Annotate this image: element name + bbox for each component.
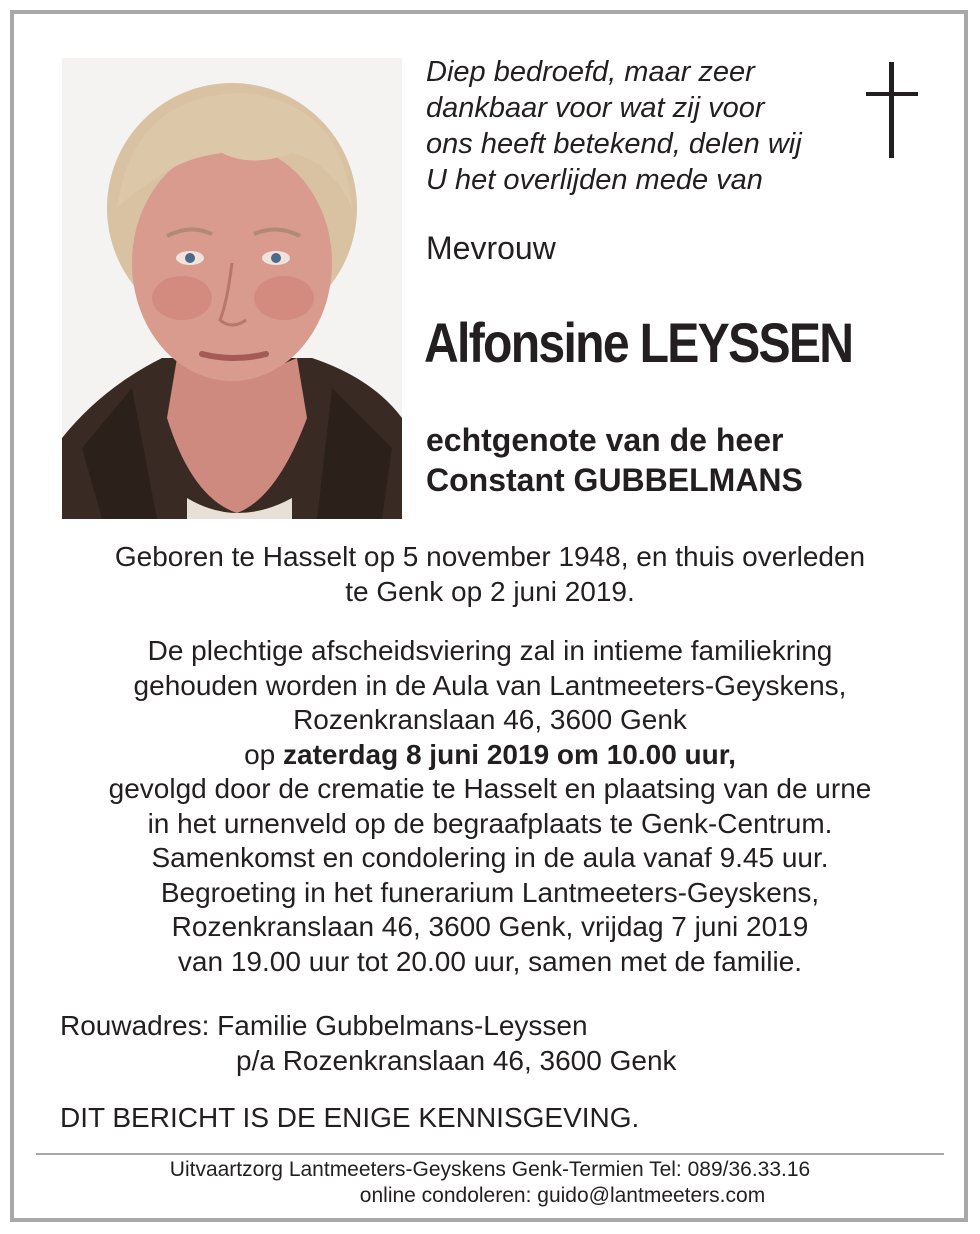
spouse-info [426, 420, 803, 500]
rouwadres-line: Rouwadres: Familie Gubbelmans-Leyssen [60, 1010, 588, 1041]
service-date-prefix: op [244, 738, 284, 770]
service-date: zaterdag 8 juni 2019 om 10.00 uur, [283, 738, 736, 770]
service-line: in het urnenveld op de begraafplaats te Genk-Centrum. [147, 807, 833, 839]
portrait-photo-icon [62, 58, 402, 519]
rouwadres-line: p/a Rozenkranslaan 46, 3600 Genk [236, 1045, 677, 1076]
intro-line: U het overlijden mede van [426, 164, 763, 196]
service-line: Rozenkranslaan 46, 3600 Genk, vrijdag 7 juni 2019 [171, 911, 809, 942]
spouse-line: echtgenote van de heer [426, 422, 784, 458]
intro-line: ons heeft betekend, delen wij [426, 128, 802, 160]
service-line: gehouden worden in de Aula van Lantmeeters-Geyskens, [133, 669, 847, 701]
service-line: De plechtige afscheidsviering zal in intieme familiekring [147, 635, 833, 666]
service-line: gevolgd door de crematie te Hasselt en plaatsing van de urne [108, 773, 872, 804]
portrait-photo [62, 58, 402, 519]
honorific-title: Mevrouw [426, 230, 556, 266]
birth-death-text [40, 540, 940, 609]
intro-line: Diep bedroefd, maar zeer [426, 56, 755, 88]
intro-text [426, 54, 856, 198]
service-line: Begroeting in het funerarium Lantmeeters-Geyskens, [160, 876, 820, 908]
spouse-line: Constant GUBBELMANS [426, 462, 803, 498]
service-details [40, 634, 940, 979]
service-date-line [40, 738, 940, 773]
footer-divider [36, 1153, 944, 1155]
intro-line: dankbaar voor wat zij voor [426, 92, 765, 124]
birth-line: Geboren te Hasselt op 5 november 1948, en thuis overleden [114, 541, 866, 572]
mourning-address [60, 1008, 677, 1078]
service-line: Rozenkranslaan 46, 3600 Genk [293, 704, 687, 735]
service-line: van 19.00 uur tot 20.00 uur, samen met de familie. [177, 945, 803, 977]
cross-icon [862, 62, 922, 160]
deceased-name: Alfonsine LEYSSEN [424, 311, 853, 374]
funeral-home-footer [40, 1157, 940, 1209]
footer-line: Uitvaartzorg Lantmeeters-Geyskens Genk-Termien Tel: 089/36.33.16 [169, 1158, 811, 1181]
birth-line: te Genk op 2 juni 2019. [345, 575, 635, 607]
service-line: Samenkomst en condolering in de aula vanaf 9.45 uur. [151, 842, 829, 873]
sole-notice: DIT BERICHT IS DE ENIGE KENNISGEVING. [60, 1102, 640, 1133]
footer-line: online condoleren: guido@lantmeeters.com [359, 1184, 766, 1207]
